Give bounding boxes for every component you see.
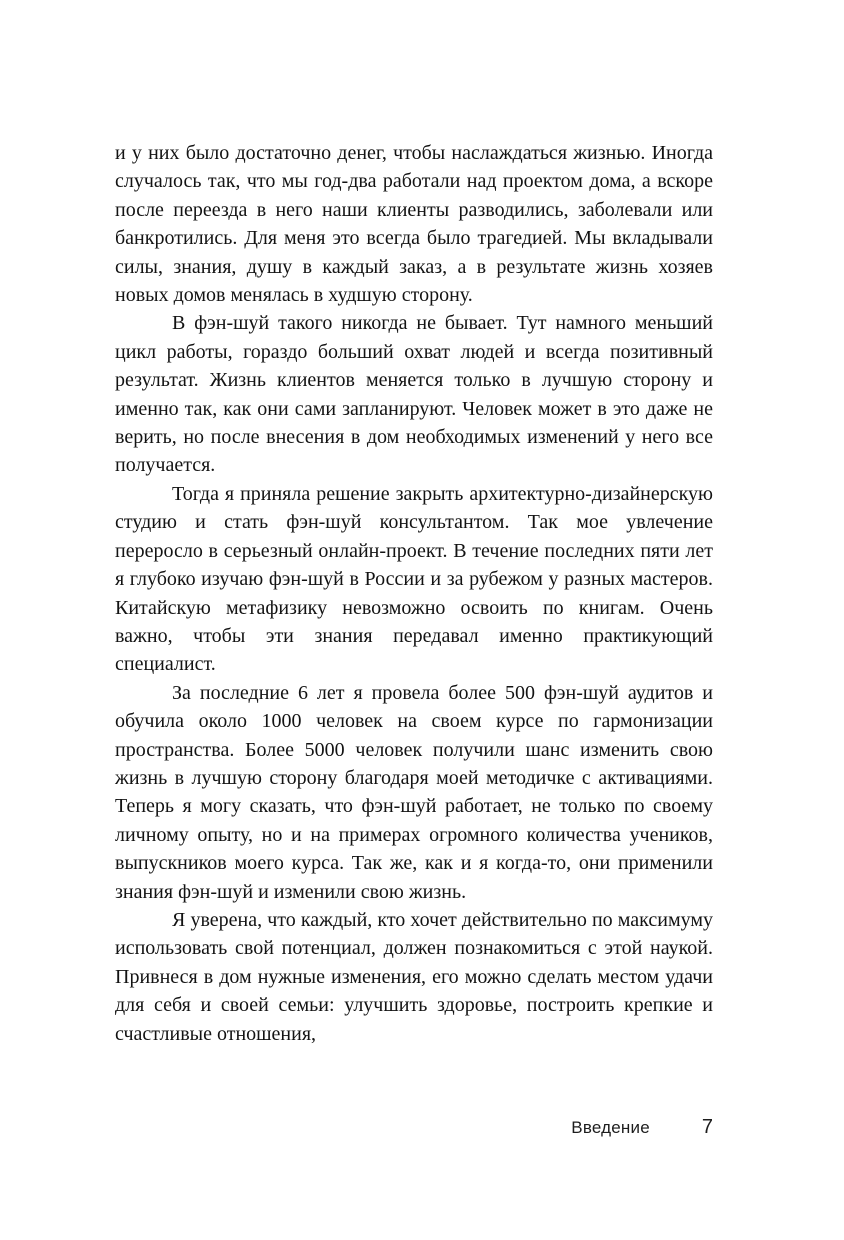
footer-page-number: 7 bbox=[701, 1116, 713, 1138]
page-footer bbox=[115, 1116, 713, 1139]
paragraph: и у них было достаточно денег, чтобы наслаждаться жизнью. Иногда случалось так, что мы год-два работали над проектом дома, а вскоре после переезда в него наши клиенты разводились, заболевали или банкротились. Для меня это всегда было трагедией. Мы вкладывали силы, знания, душу в каждый заказ, а в результате жизнь хозяев новых домов менялась в худшую сторону. bbox=[115, 142, 713, 307]
paragraph: За последние 6 лет я провела более 500 фэн-шуй аудитов и обучила около 1000 человек на своем курсе по гармонизации пространства. Более 5000 человек получили шанс изменить свою жизнь в лучшую сторону благодаря моей методичке с активациями. Теперь я могу сказать, что фэн-шуй работает, не только по своему личному опыту, но и на примерах огромного количества учеников, выпускников моего курса. Так же, как и я когда-то, они применили знания фэн-шуй и изменили свою жизнь. bbox=[115, 681, 713, 903]
footer-chapter-title: Введение bbox=[571, 1118, 650, 1137]
paragraph: В фэн-шуй такого никогда не бывает. Тут намного меньший цикл работы, гораздо больший охват людей и всегда позитивный результат. Жизнь клиентов меняется только в лучшую сторону и именно так, как они сами запланируют. Человек может в это даже не верить, но после внесения в дом необходимых изменений у него все получается. bbox=[115, 312, 713, 477]
paragraph: Я уверена, что каждый, кто хочет действительно по максимуму использовать свой потенциал, должен познакомиться с этой наукой. Привнеся в дом нужные изменения, его можно сделать местом удачи для себя и своей семьи: улучшить здоровье, построить крепкие и счастливые отношения, bbox=[115, 908, 713, 1045]
body-text-block bbox=[115, 139, 713, 1048]
paragraph: Тогда я приняла решение закрыть архитектурно-дизайнерскую студию и стать фэн-шуй консультантом. Так мое увлечение переросло в серьезный онлайн-проект. В течение последних пяти лет я глубоко изучаю фэн-шуй в России и за рубежом у разных мастеров. Китайскую метафизику невозможно освоить по книгам. Очень важно, чтобы эти знания передавал именно практикующий специалист. bbox=[115, 482, 713, 676]
